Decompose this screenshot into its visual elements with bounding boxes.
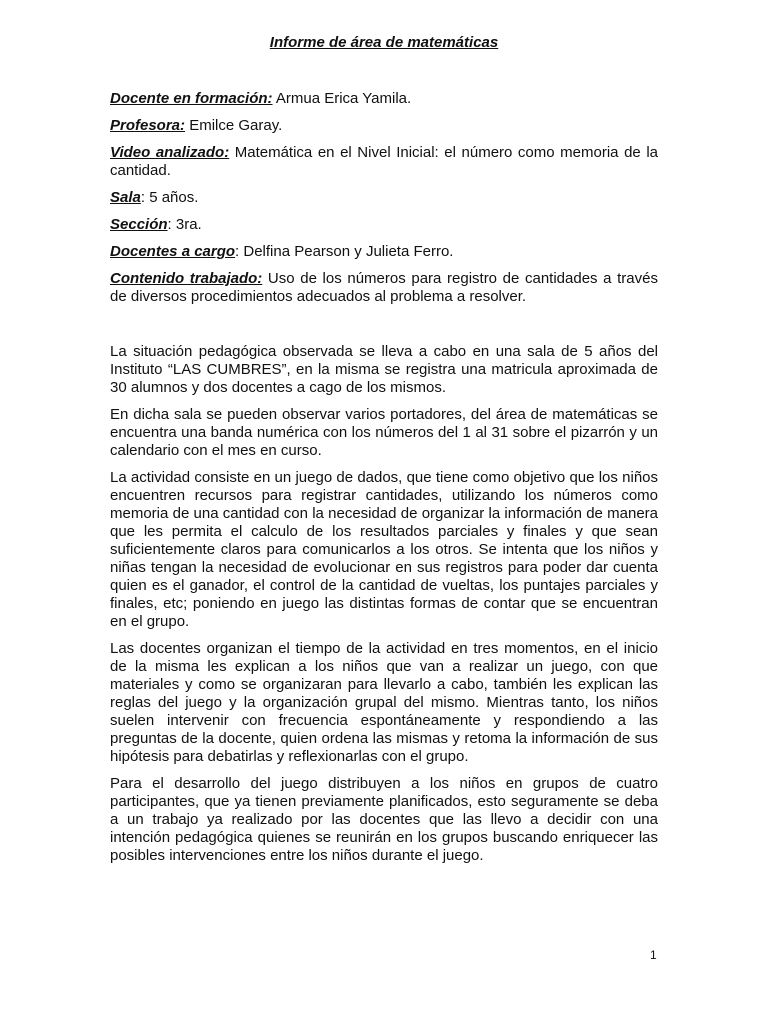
field-label: Sección xyxy=(110,216,168,233)
field-profesora xyxy=(110,117,658,135)
field-seccion xyxy=(110,216,658,234)
body-paragraph: En dicha sala se pueden observar varios portadores, del área de matemáticas se encuentra una banda numérica con los números del 1 al 31 sobre el pizarrón y un calendario con el mes en curso. xyxy=(110,406,658,459)
field-value: Uso de los números para registro de cantidades a través de diversos procedimientos adecuados al problema a resolver. xyxy=(110,270,658,305)
field-value: Armua Erica Yamila. xyxy=(272,90,412,107)
field-label: Docente en formación: xyxy=(110,90,273,107)
field-contenido-trabajado xyxy=(110,270,658,306)
field-value: : 5 años. xyxy=(140,189,199,206)
field-label: Sala xyxy=(110,189,141,206)
field-label: Profesora: xyxy=(110,117,186,134)
field-label: Contenido trabajado: xyxy=(110,270,263,287)
page-number: 1 xyxy=(650,948,657,962)
body-paragraph: La actividad consiste en un juego de dados, que tiene como objetivo que los niños encuentren recursos para registrar cantidades, utilizando los números como memoria de una cantidad con la necesidad de organizar la información de manera que les permita el calculo de los resultados parciales y finales y que sean suficientemente claros para comunicarlos a los otros. Se intenta que los niños y niñas tengan la necesidad de evolucionar en sus registros para poder dar cuenta quien es el ganador, el control de la cantidad de vueltas, los puntajes parciales y finales, etc; poniendo en juego las distintas formas de contar que se encuentran en el grupo. xyxy=(110,469,658,630)
field-video-analizado xyxy=(110,144,658,180)
field-value: : Delfina Pearson y Julieta Ferro. xyxy=(235,243,454,260)
field-label: Video analizado: xyxy=(110,144,230,161)
document-title: Informe de área de matemáticas xyxy=(269,34,499,51)
body-paragraph: Las docentes organizan el tiempo de la actividad en tres momentos, en el inicio de la misma les explican a los niños que van a realizar un juego, con que materiales y como se organizaran para llevarlo a cabo, también les explican las reglas del juego y la organización grupal del mismo. Mientras tanto, los niños suelen intervenir con frecuencia espontáneamente y respondiendo a las preguntas de la docente, quien ordena las mismas y retoma la información de sus hipótesis para debatirlas y reflexionarlas con el grupo. xyxy=(110,640,658,765)
field-value: Matemática en el Nivel Inicial: el número como memoria de la cantidad. xyxy=(110,144,658,179)
field-label: Docentes a cargo xyxy=(110,243,236,260)
field-value: : 3ra. xyxy=(167,216,202,233)
body-paragraph: La situación pedagógica observada se lleva a cabo en una sala de 5 años del Instituto “LAS CUMBRES”, en la misma se registra una matricula aproximada de 30 alumnos y dos docentes a cago de los mismos. xyxy=(110,343,658,396)
field-docentes-a-cargo xyxy=(110,243,658,261)
body-text xyxy=(110,343,658,865)
field-docente-en-formacion xyxy=(110,90,658,108)
field-value: Emilce Garay. xyxy=(185,117,283,134)
field-sala xyxy=(110,189,658,207)
body-paragraph: Para el desarrollo del juego distribuyen a los niños en grupos de cuatro participantes, que ya tienen previamente planificados, esto seguramente se deba a un trabajo ya realizado por las docentes que las llevo a decidir con una intención pedagógica quienes se reunirán en los grupos buscando enriquecer las posibles intervenciones entre los niños durante el juego. xyxy=(110,775,658,864)
document-content xyxy=(110,90,658,874)
